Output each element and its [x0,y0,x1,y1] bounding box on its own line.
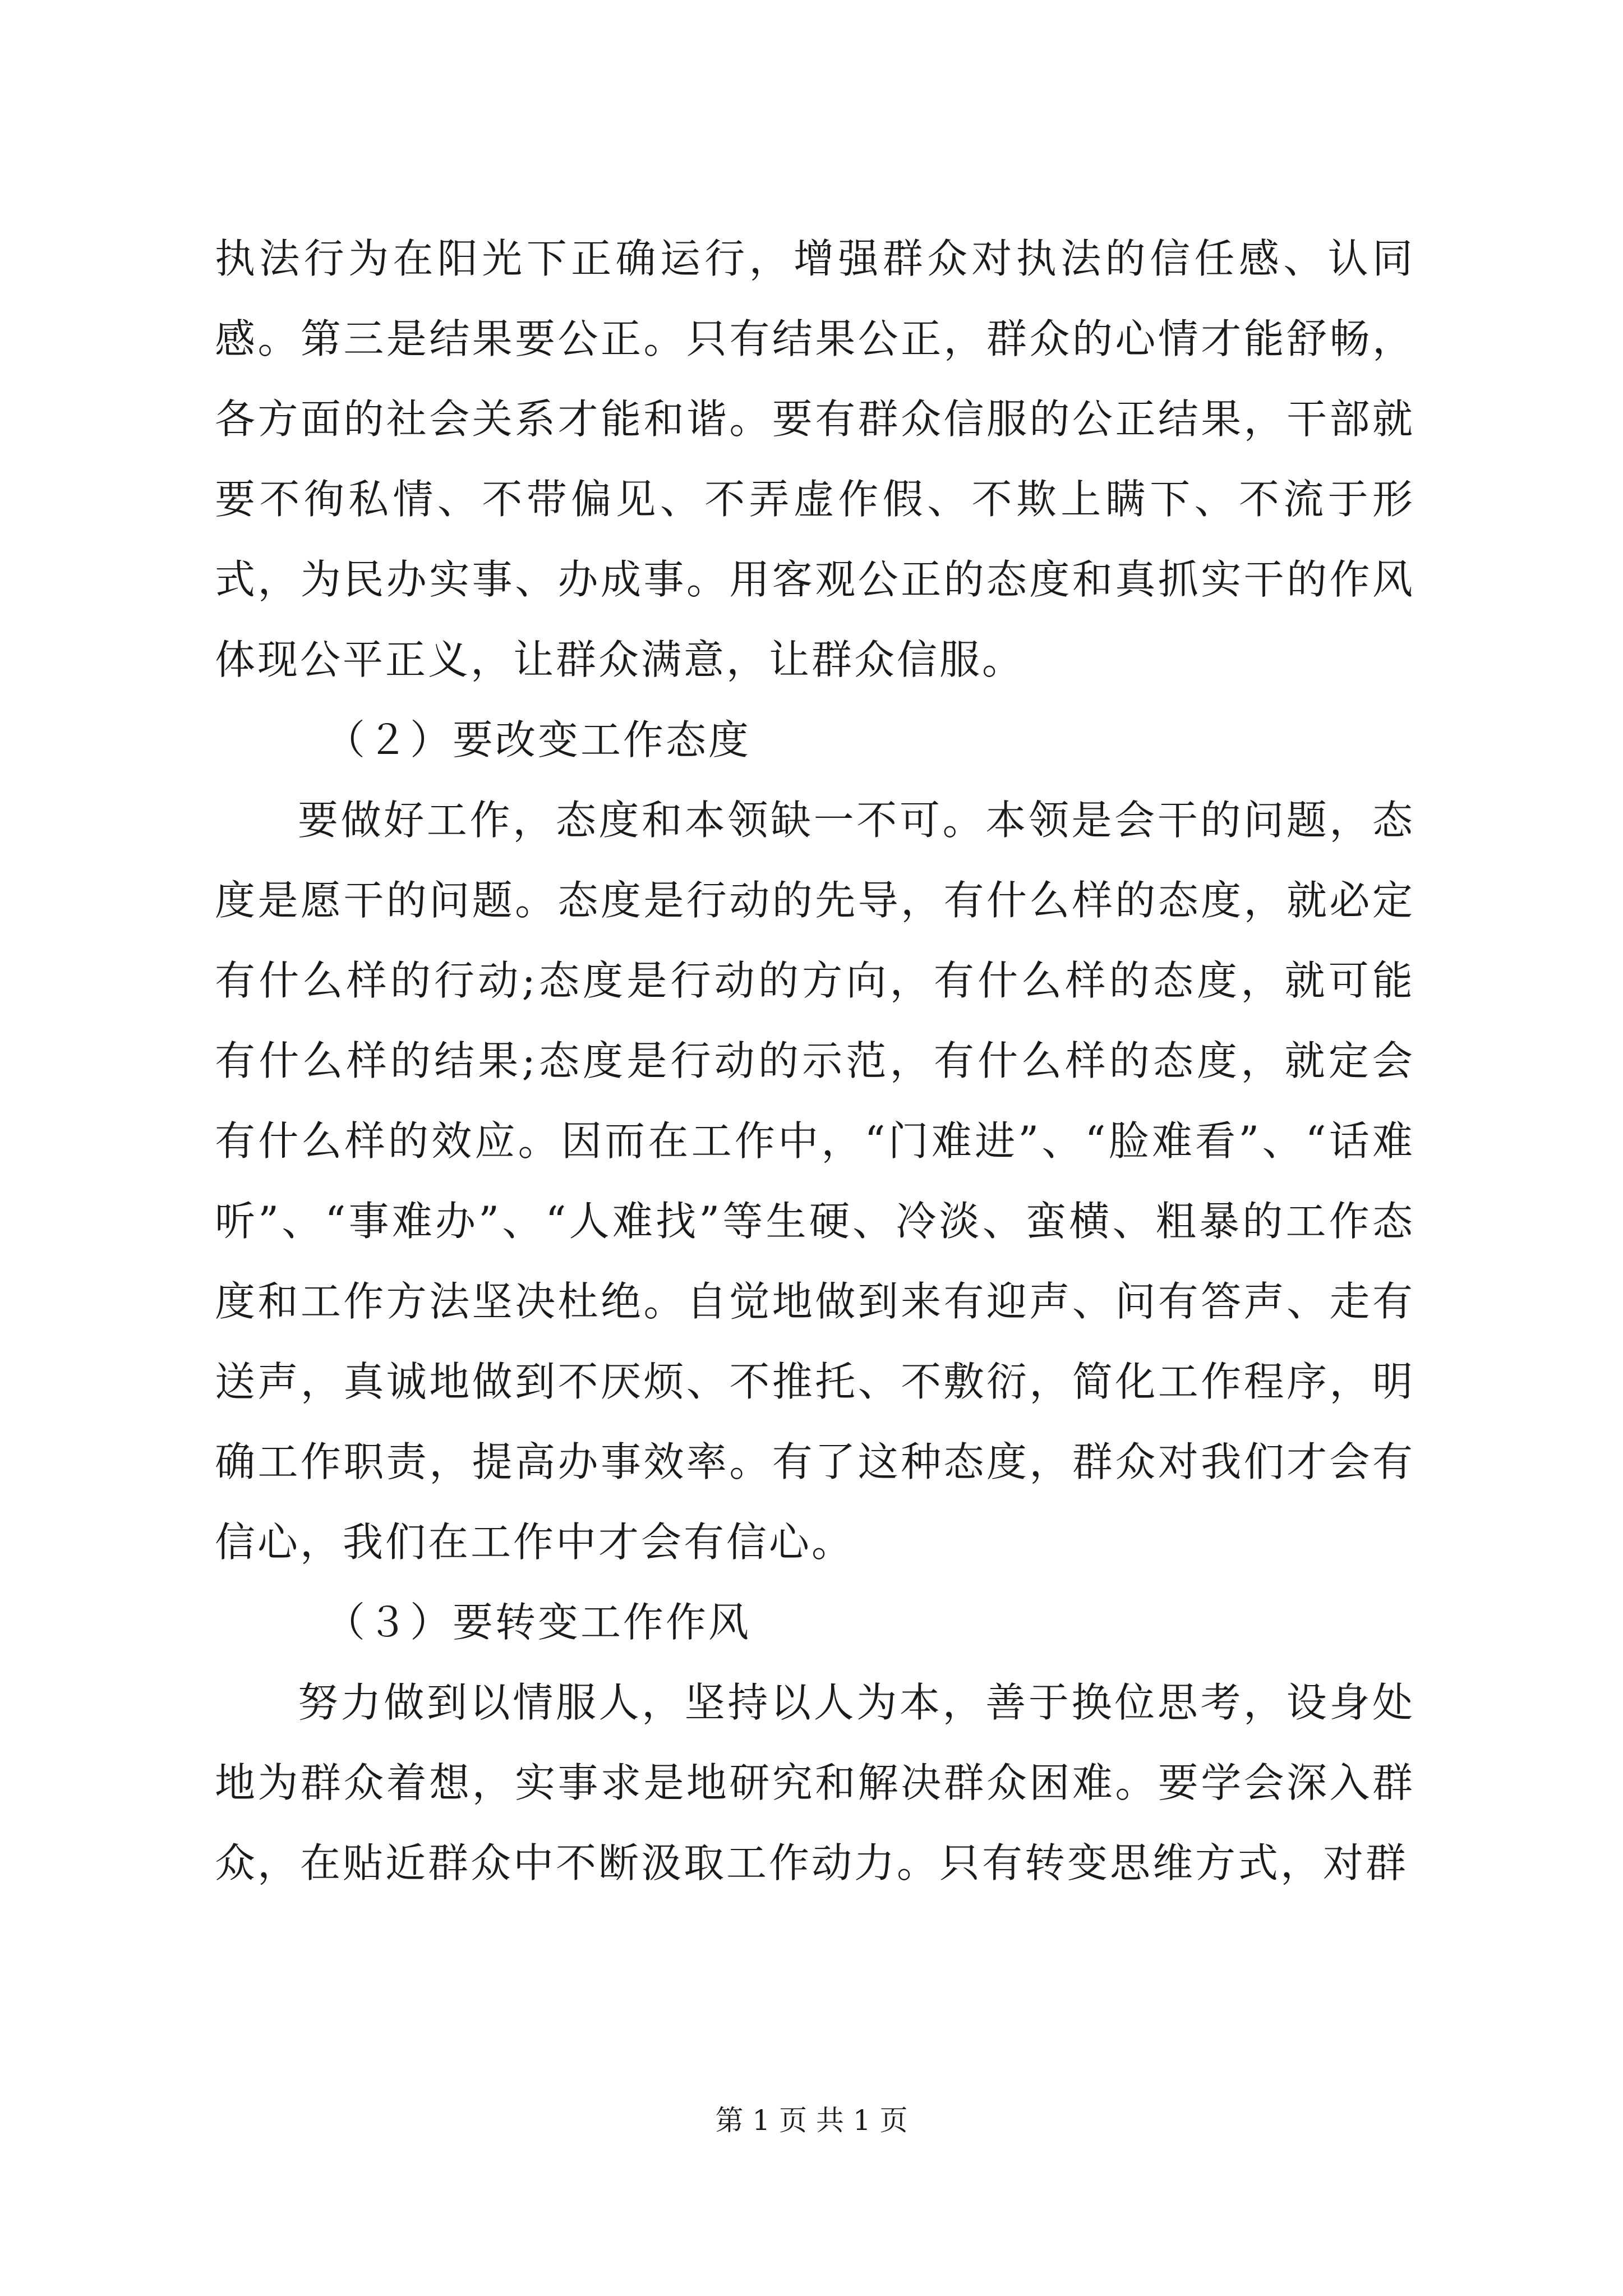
section-heading-2: （２）要改变工作态度 [325,716,751,763]
paragraph-work-attitude: 要做好工作，态度和本领缺一不可。本领是会干的问题，态度是愿干的问题。态度是行动的先导，有什么样的态度，就必定有什么样的行动;态度是行动的方向，有什么样的态度，就可能有什么样的结果;态度是行动的示范，有什么样的态度，就定会有什么样的效应。因而在工作中，“门难进”、“脸难看”、“话难听”、“事难办”、“人难找”等生硬、冷淡、蛮横、粗暴的工作态度和工作方法坚决杜绝。自觉地做到来有迎声、问有答声、走有送声，真诚地做到不厌烦、不推托、不敷衍，简化工作程序，明确工作职责，提高办事效率。有了这种态度，群众对我们才会有信心，我们在工作中才会有信心。 [215,797,1415,1566]
section-heading-3: （３）要转变工作作风 [325,1599,751,1646]
paragraph-work-style: 努力做到以情服人，坚持以人为本，善于换位思考，设身处地为群众着想，实事求是地研究和解决群众困难。要学会深入群众，在贴近群众中不断汲取工作动力。只有转变思维方式，对群 [215,1679,1415,1887]
page-footer: 第 1 页 共 1 页 [715,2104,908,2137]
paragraph-continuation: 执法行为在阳光下正确运行，增强群众对执法的信任感、认同感。第三是结果要公正。只有结果公正，群众的心情才能舒畅，各方面的社会关系才能和谐。要有群众信服的公正结果，干部就要不徇私情、不带偏见、不弄虚作假、不欺上瞒下、不流于形式，为民办实事、办成事。用客观公正的态度和真抓实干的作风体现公平正义，让群众满意，让群众信服。 [215,235,1415,683]
document-body [215,219,1415,1903]
